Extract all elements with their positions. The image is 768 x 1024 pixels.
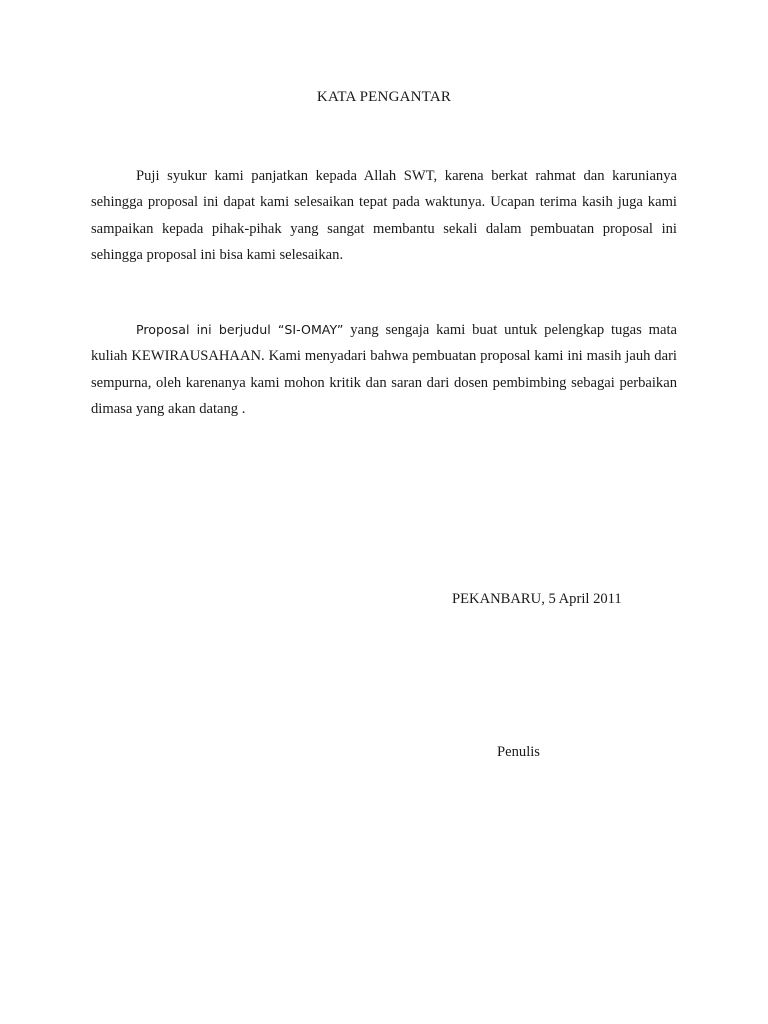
paragraph-proposal-purpose-text: yang sengaja kami buat untuk pelengkap tugas mata kuliah KEWIRAUSAHAAN. Kami menyadari bahwa pembuatan proposal kami ini masih jauh dari sempurna, oleh karenanya kami mohon kritik dan saran dari dosen pembimbing sebagai perbaikan dimasa yang akan datang . <box>91 322 677 417</box>
author-signature-label: Penulis <box>497 744 540 760</box>
document-title: KATA PENGANTAR <box>316 89 452 105</box>
paragraph-gratitude: Puji syukur kami panjatkan kepada Allah SWT, karena berkat rahmat dan karunianya sehingga proposal ini dapat kami selesaikan tepat pada waktunya. Ucapan terima kasih juga kami sampaikan kepada pihak-pihak yang sangat membantu sekali dalam pembuatan proposal ini sehingga proposal ini bisa kami selesaikan. <box>91 168 677 263</box>
place-and-date: PEKANBARU, 5 April 2011 <box>452 591 622 607</box>
paragraph-proposal-purpose <box>91 317 677 422</box>
proposal-title-phrase: Proposal ini berjudul “SI-OMAY” <box>136 322 344 337</box>
